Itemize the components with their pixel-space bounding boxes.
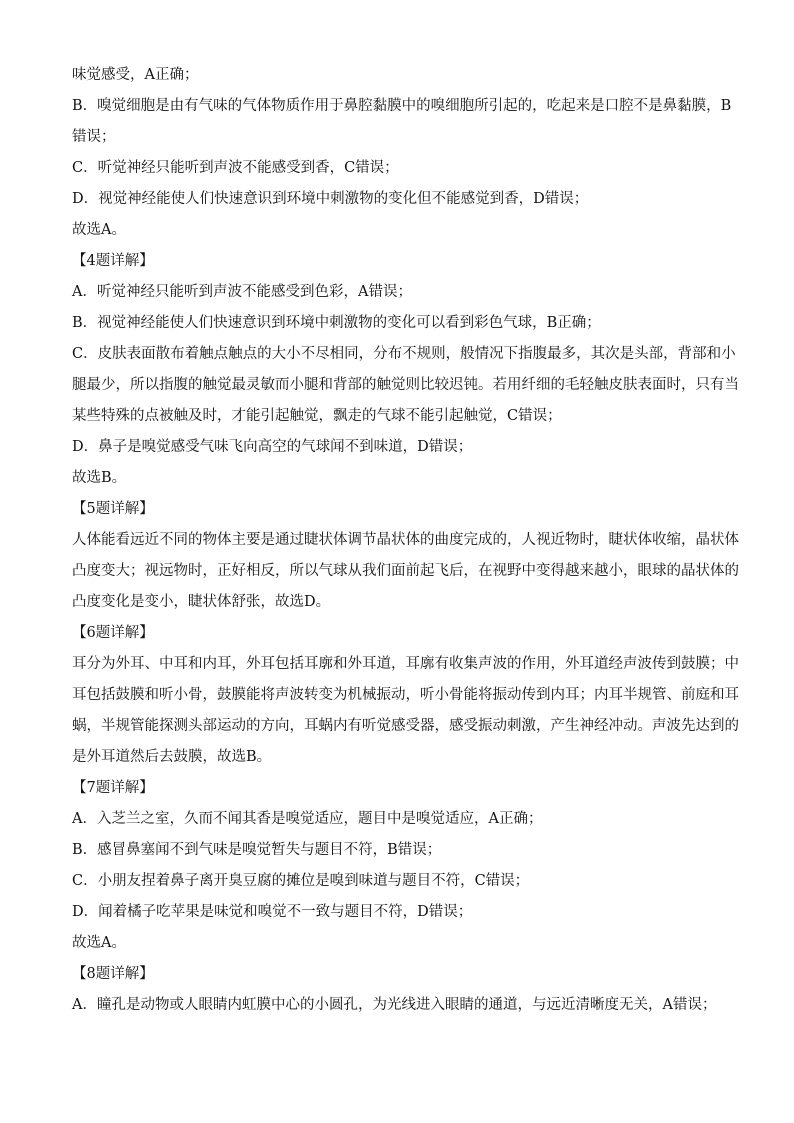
section-heading-q6: 【6题详解】 bbox=[72, 625, 154, 641]
text-line: 故选A。 bbox=[72, 222, 126, 238]
text-line: 某些特殊的点被触及时，才能引起触觉，飘走的气球不能引起触觉，C错误； bbox=[72, 408, 562, 424]
text-line: 凸度变大；视远物时，正好相反，所以气球从我们面前起飞后，在视野中变得越来越小，眼球的晶状体的 bbox=[72, 563, 739, 579]
text-line: 凸度变化是变小，睫状体舒张，故选D。 bbox=[72, 594, 331, 610]
text-line: C．小朋友捏着鼻子离开臭豆腐的摊位是嗅到味道与题目不符，C错误； bbox=[72, 873, 530, 889]
text-line: 耳分为外耳、中耳和内耳，外耳包括耳廓和外耳道，耳廓有收集声波的作用，外耳道经声波传到鼓膜；中 bbox=[72, 656, 739, 672]
section-heading-q4: 【4题详解】 bbox=[72, 253, 154, 269]
section-heading-q7: 【7题详解】 bbox=[72, 780, 154, 796]
text-line: 蜗，半规管能探测头部运动的方向，耳蜗内有听觉感受器，感受振动刺激，产生神经冲动。声波先达到的 bbox=[72, 718, 739, 734]
text-line: A．入芝兰之室，久而不闻其香是嗅觉适应，题目中是嗅觉适应，A正确； bbox=[72, 811, 543, 827]
text-line: C．听觉神经只能听到声波不能感受到香，C错误； bbox=[72, 160, 399, 176]
text-line: 故选A。 bbox=[72, 935, 126, 951]
document-body bbox=[72, 60, 739, 1021]
text-line: 错误； bbox=[72, 129, 116, 145]
text-line: 故选B。 bbox=[72, 470, 127, 486]
section-heading-q5: 【5题详解】 bbox=[72, 501, 154, 517]
text-line: A．瞳孔是动物或人眼睛内虹膜中心的小圆孔，为光线进入眼睛的通道，与远近清晰度无关，A错误； bbox=[72, 997, 717, 1013]
text-line: A．听觉神经只能听到声波不能感受到色彩，A错误； bbox=[72, 284, 412, 300]
text-line: D．闻着橘子吃苹果是味觉和嗅觉不一致与题目不符，D错误； bbox=[72, 904, 473, 920]
text-line: 腿最少，所以指腹的触觉最灵敏而小腿和背部的触觉则比较迟钝。若用纤细的毛轻触皮肤表面时，只有当 bbox=[72, 377, 739, 393]
text-line: B．嗅觉细胞是由有气味的气体物质作用于鼻腔黏膜中的嗅细胞所引起的，吃起来是口腔不是鼻黏膜，B bbox=[72, 98, 732, 114]
text-line: B．视觉神经能使人们快速意识到环境中刺激物的变化可以看到彩色气球，B正确； bbox=[72, 315, 601, 331]
section-heading-q8: 【8题详解】 bbox=[72, 966, 154, 982]
text-line: 味觉感受，A正确； bbox=[72, 67, 199, 83]
text-line: 耳包括鼓膜和听小骨，鼓膜能将声波转变为机械振动，听小骨能将振动传到内耳；内耳半规管、前庭和耳 bbox=[72, 687, 739, 703]
text-line: C．皮肤表面散布着触点触点的大小不尽相同，分布不规则，般情况下指腹最多，其次是头部，背部和小 bbox=[72, 346, 736, 362]
text-line: D．鼻子是嗅觉感受气味飞向高空的气球闻不到味道，D错误； bbox=[72, 439, 473, 455]
text-line: 人体能看远近不同的物体主要是通过睫状体调节晶状体的曲度完成的，人视近物时，睫状体收缩，晶状体 bbox=[72, 532, 739, 548]
text-line: D．视觉神经能使人们快速意识到环境中刺激物的变化但不能感觉到香，D错误； bbox=[72, 191, 589, 207]
text-line: 是外耳道然后去鼓膜，故选B。 bbox=[72, 749, 272, 765]
text-line: B．感冒鼻塞闻不到气味是嗅觉暂失与题目不符，B错误； bbox=[72, 842, 442, 858]
